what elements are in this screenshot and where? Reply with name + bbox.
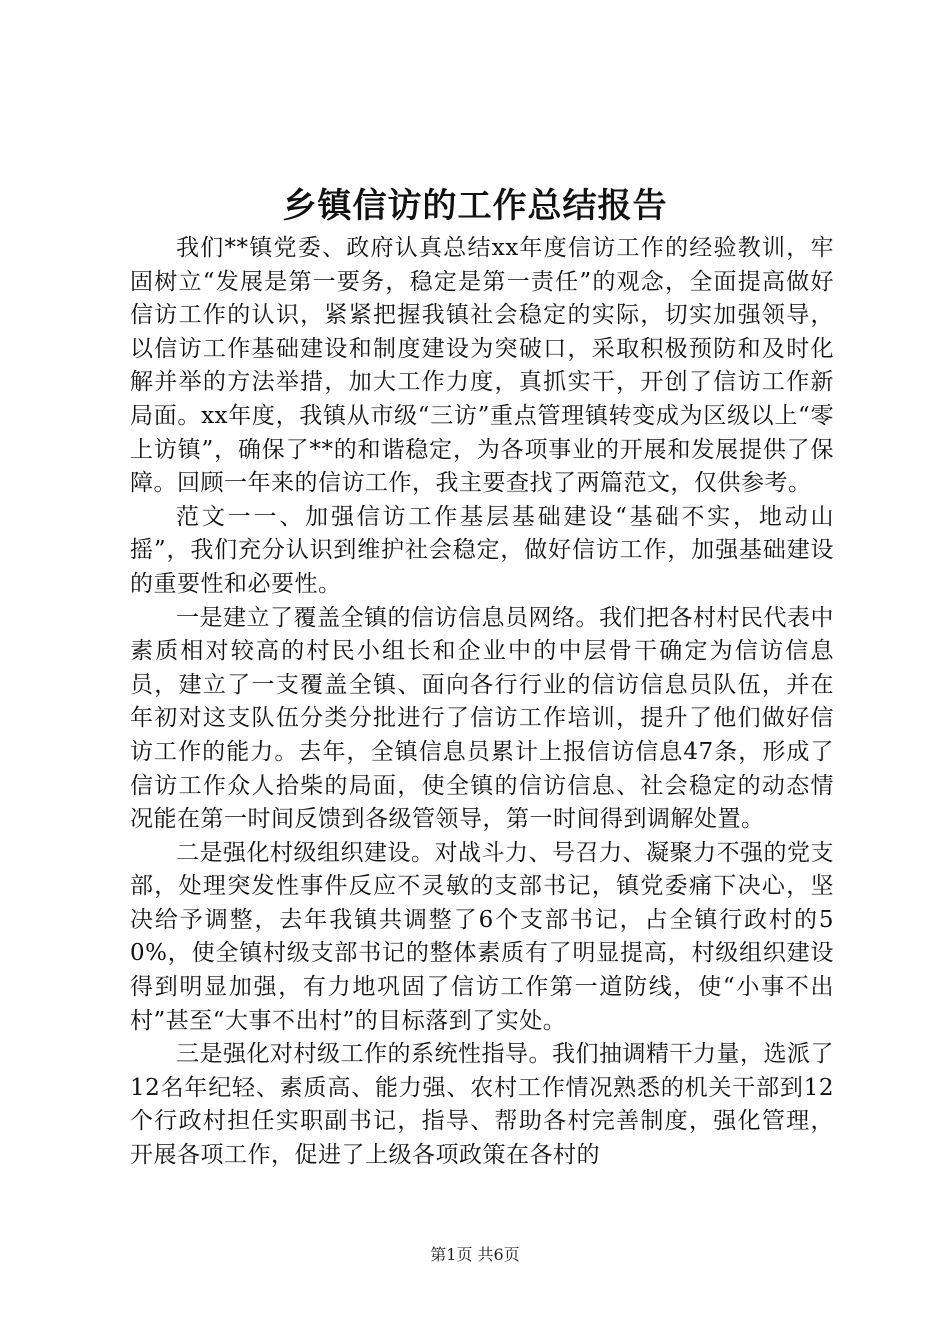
document-body	[130, 232, 834, 1173]
page-footer: 第1页 共6页	[430, 1245, 520, 1264]
paragraph-point-three: 三是强化对村级工作的系统性指导。我们抽调精干力量，选派了12名年纪轻、素质高、能力强、农村工作情况熟悉的机关干部到12个行政村担任实职副书记，指导、帮助各村完善制度，强化管理，开展各项工作，促进了上级各项政策在各村的	[130, 1041, 834, 1169]
paragraph-intro: 我们**镇党委、政府认真总结xx年度信访工作的经验教训，牢固树立“发展是第一要务，稳定是第一责任”的观念，全面提高做好信访工作的认识，紧紧把握我镇社会稳定的实际，切实加强领导，以信访工作基础建设和制度建设为突破口，采取积极预防和及时化解并举的方法举措，加大工作力度，真抓实干，开创了信访工作新局面。xx年度，我镇从市级“三访”重点管理镇转变成为区级以上“零上访镇”，确保了**的和谐稳定，为各项事业的开展和发展提供了保障。回顾一年来的信访工作，我主要查找了两篇范文，仅供参考。	[130, 235, 834, 497]
paragraph-section-one: 范文一一、加强信访工作基层基础建设“基础不实，地动山摇”，我们充分认识到维护社会稳定，做好信访工作，加强基础建设的重要性和必要性。	[130, 503, 834, 597]
paragraph-point-two: 二是强化村级组织建设。对战斗力、号召力、凝聚力不强的党支部，处理突发性事件反应不灵敏的支部书记，镇党委痛下决心，坚决给予调整，去年我镇共调整了6个支部书记，占全镇行政村的50%，使全镇村级支部书记的整体素质有了明显提高，村级组织建设得到明显加强，有力地巩固了信访工作第一道防线，使“小事不出村”甚至“大事不出村”的目标落到了实处。	[130, 839, 834, 1034]
document-title: 乡镇信访的工作总结报告	[282, 186, 668, 226]
paragraph-point-one: 一是建立了覆盖全镇的信访信息员网络。我们把各村村民代表中素质相对较高的村民小组长和企业中的中层骨干确定为信访信息员，建立了一支覆盖全镇、面向各行行业的信访信息员队伍，并在年初对这支队伍分类分批进行了信访工作培训，提升了他们做好信访工作的能力。去年，全镇信息员累计上报信访信息47条，形成了信访工作众人拾柴的局面，使全镇的信访信息、社会稳定的动态情况能在第一时间反馈到各级管领导，第一时间得到调解处置。	[130, 604, 834, 833]
